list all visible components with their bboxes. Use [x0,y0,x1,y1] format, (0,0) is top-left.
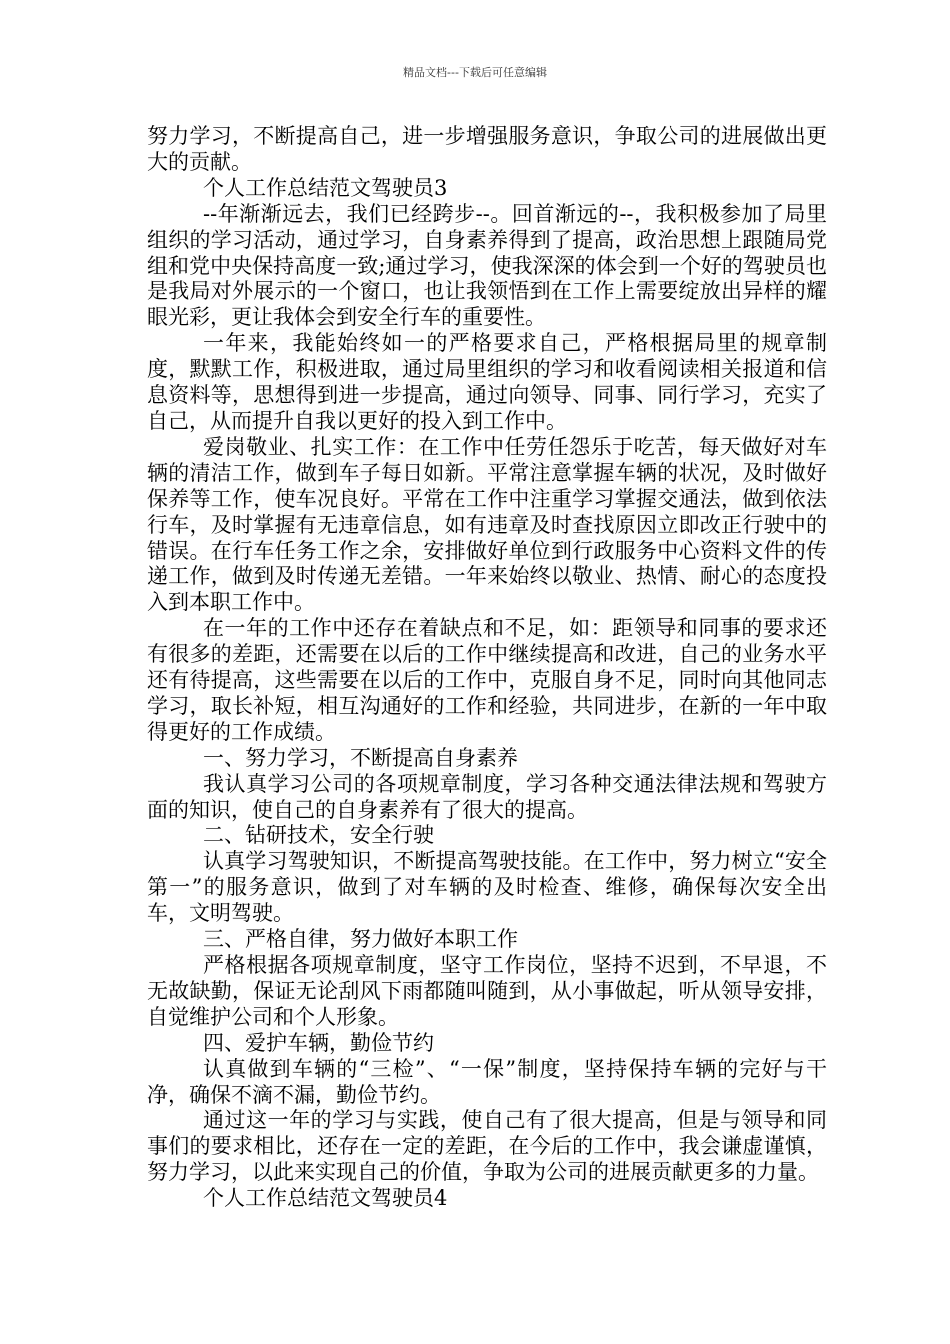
paragraph: --年渐渐远去，我们已经跨步--。回首渐远的--，我积极参加了局里组织的学习活动，通过学习，自身素养得到了提高，政治思想上跟随局党组和党中央保持高度一致;通过学习，使我深深的体会到一个好的驾驶员也是我局对外展示的一个窗口，也让我领悟到在工作上需要绽放出异样的耀眼光彩，更让我体会到安全行车的重要性。 [147,201,827,330]
paragraph: 认真做到车辆的“三检”、“一保”制度，坚持保持车辆的完好与干净，确保不滴不漏，勤俭节约。 [147,1056,827,1107]
paragraph: 爱岗敬业、扎实工作：在工作中任劳任怨乐于吃苦，每天做好对车辆的清洁工作，做到车子每日如新。平常注意掌握车辆的状况，及时做好保养等工作，使车况良好。平常在工作中注重学习掌握交通法，做到依法行车，及时掌握有无违章信息，如有违章及时查找原因立即改正行驶中的错误。在行车任务工作之余，安排做好单位到行政服务中心资料文件的传递工作，做到及时传递无差错。一年来始终以敬业、热情、耐心的态度投入到本职工作中。 [147,434,827,615]
subheading: 三、严格自律，努力做好本职工作 [203,927,518,952]
section-title: 个人工作总结范文驾驶员4 [203,1186,448,1211]
section-title: 个人工作总结范文驾驶员3 [203,175,448,200]
subheading: 二、钻研技术，安全行驶 [203,823,434,848]
subheading: 一、努力学习，不断提高自身素养 [203,745,518,770]
paragraph: 在一年的工作中还存在着缺点和不足，如：距领导和同事的要求还有很多的差距，还需要在以后的工作中继续提高和改进，自己的业务水平还有待提高，这些需要在以后的工作中，克服自身不足，同时向其他同志学习，取长补短，相互沟通好的工作和经验，共同进步，在新的一年中取得更好的工作成绩。 [147,616,827,744]
subheading: 四、爱护车辆，勤俭节约 [203,1030,434,1055]
paragraph: 严格根据各项规章制度，坚守工作岗位，坚持不迟到，不早退，不无故缺勤，保证无论刮风下雨都随叫随到，从小事做起，听从领导安排，自觉维护公司和个人形象。 [147,953,827,1029]
page-header: 精品文档---下载后可任意编辑 [403,66,547,79]
paragraph: 一年来，我能始终如一的严格要求自己，严格根据局里的规章制度，默默工作，积极进取，通过局里组织的学习和收看阅读相关报道和信息资料等，思想得到进一步提高，通过向领导、同事、同行学习，充实了自己，从而提升自我以更好的投入到工作中。 [147,331,827,433]
paragraph: 我认真学习公司的各项规章制度，学习各种交通法律法规和驾驶方面的知识，使自己的自身素养有了很大的提高。 [147,771,827,822]
paragraph: 努力学习，不断提高自己，进一步增强服务意识，争取公司的进展做出更大的贡献。 [147,124,827,174]
paragraph: 通过这一年的学习与实践，使自己有了很大提高，但是与领导和同事们的要求相比，还存在一定的差距，在今后的工作中，我会谦虚谨慎，努力学习，以此来实现自己的价值，争取为公司的进展贡献更多的力量。 [147,1108,827,1185]
paragraph: 认真学习驾驶知识，不断提高驾驶技能。在工作中，努力树立“安全第一”的服务意识，做到了对车辆的及时检查、维修，确保每次安全出车，文明驾驶。 [147,849,827,926]
document-body [147,124,827,1212]
